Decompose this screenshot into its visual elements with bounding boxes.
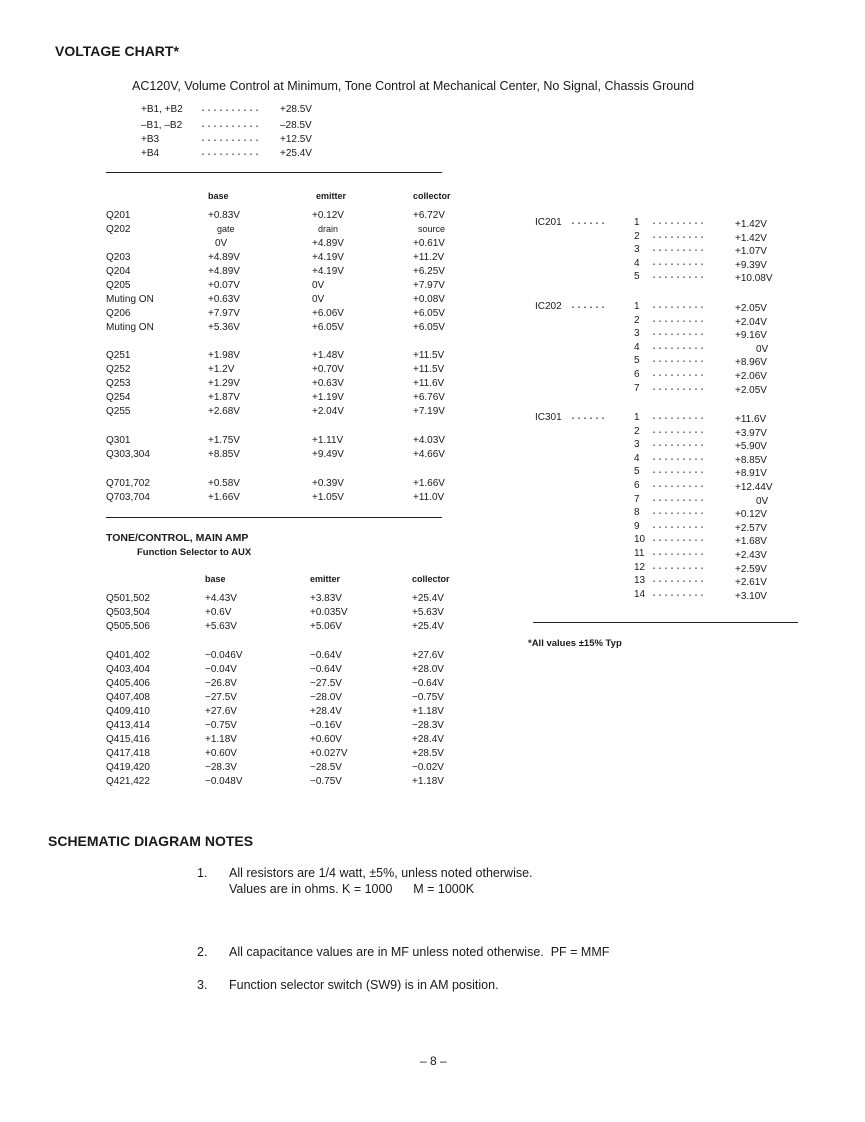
cell-value: +11.6V	[413, 378, 445, 389]
row-label: Q206	[106, 308, 131, 319]
divider	[533, 622, 798, 623]
supply-value: +28.5V	[280, 104, 312, 115]
cell-value: +4.89V	[208, 266, 240, 277]
row-label: Muting ON	[106, 294, 154, 305]
ic-pin-voltage: +2.04V	[735, 316, 767, 328]
tone-section-subtitle: Function Selector to AUX	[137, 547, 252, 558]
cell-value: +1.75V	[208, 435, 240, 446]
cell-value: +6.05V	[413, 322, 445, 333]
ic-pin-voltage: +1.68V	[735, 536, 767, 548]
cell-value: +4.89V	[208, 252, 240, 263]
dot-leader: .........	[651, 412, 706, 423]
row-label: Q701,702	[106, 478, 150, 489]
note-number: 3.	[197, 978, 208, 992]
cell-value: +0.63V	[312, 378, 344, 389]
row-label: Q409,410	[106, 706, 150, 717]
row-label: Q201	[106, 210, 131, 221]
cell-value: +7.19V	[413, 406, 445, 417]
dot-leader: .........	[651, 257, 706, 269]
cell-value: +4.66V	[413, 449, 445, 460]
cell-value: source	[418, 224, 446, 234]
cell-value: +4.43V	[205, 593, 237, 604]
cell-value: −0.02V	[412, 762, 444, 773]
cell-value: +0.12V	[312, 210, 344, 221]
cell-value: +1.87V	[208, 392, 240, 403]
supply-name: +B4	[141, 148, 160, 159]
cell-value: +11.2V	[413, 252, 445, 263]
cell-value: +4.19V	[312, 252, 344, 263]
ic-pin-number: 8	[634, 507, 640, 519]
cell-value: +1.11V	[312, 435, 344, 446]
page-title: VOLTAGE CHART*	[55, 43, 179, 59]
cell-value: +28.4V	[310, 706, 342, 717]
cell-value: +5.36V	[208, 322, 240, 333]
row-label: Q503,504	[106, 607, 150, 618]
ic-pin-voltage: +0.12V	[735, 509, 767, 521]
row-label: Q203	[106, 252, 131, 263]
row-label: Q401,402	[106, 650, 150, 661]
cell-value: −0.16V	[310, 720, 342, 731]
dot-leader: .........	[651, 507, 706, 519]
cell-value: +0.08V	[413, 294, 445, 305]
cell-value: 0V	[215, 238, 228, 249]
cell-value: gate	[217, 224, 235, 234]
cell-value: +5.06V	[310, 621, 342, 632]
row-label: Q407,408	[106, 692, 150, 703]
supply-value: +12.5V	[280, 134, 312, 145]
cell-value: +1.18V	[412, 706, 444, 717]
cell-value: +1.19V	[312, 392, 344, 403]
ic-pin-voltage: 0V	[756, 495, 769, 507]
dot-leader: .........	[651, 314, 706, 326]
row-label: Q202	[106, 224, 131, 235]
cell-value: +0.035V	[310, 607, 348, 618]
cell-value: +0.61V	[413, 238, 445, 249]
ic-pin-number: 12	[634, 561, 646, 573]
divider	[106, 517, 442, 518]
cell-value: +1.48V	[312, 350, 344, 361]
cell-value: +4.19V	[312, 266, 344, 277]
ic-pin-number: 3	[634, 244, 640, 256]
cell-value: +2.04V	[312, 406, 344, 417]
cell-value: +6.76V	[413, 392, 445, 403]
dot-leader: .........	[651, 382, 706, 394]
row-label: Q252	[106, 364, 131, 375]
cell-value: +6.05V	[413, 308, 445, 319]
ic-pin-voltage: 0V	[756, 343, 769, 355]
cell-value: 0V	[312, 294, 325, 305]
note-number: 2.	[197, 945, 208, 959]
dot-leader: ..........	[200, 120, 261, 131]
ic-pin-voltage: +3.97V	[735, 427, 767, 439]
cell-value: +3.83V	[310, 593, 342, 604]
cell-value: +6.25V	[413, 266, 445, 277]
row-label: Q417,418	[106, 748, 150, 759]
measurement-conditions: AC120V, Volume Control at Minimum, Tone Control at Mechanical Center, No Signal, Chassis Ground	[132, 79, 695, 93]
ic-pin-number: 4	[634, 341, 640, 353]
row-label: Q204	[106, 266, 131, 277]
cell-value: +11.5V	[413, 350, 445, 361]
cell-value: +27.6V	[412, 650, 444, 661]
tone-section-title: TONE/CONTROL, MAIN AMP	[106, 532, 249, 544]
column-header: base	[208, 191, 229, 201]
supply-name: –B1, –B2	[141, 120, 183, 131]
dot-leader: .........	[651, 466, 706, 478]
page-number: – 8 –	[420, 1054, 447, 1068]
ic-pin-number: 7	[634, 493, 640, 505]
ic-name: IC201	[535, 217, 562, 228]
row-label: Q405,406	[106, 678, 150, 689]
column-header: emitter	[310, 574, 341, 584]
ic-pin-number: 5	[634, 466, 640, 478]
ic-pin-number: 6	[634, 369, 640, 380]
ic-pin-number: 5	[634, 355, 640, 367]
cell-value: +0.027V	[310, 748, 348, 759]
cell-value: −0.64V	[412, 678, 444, 689]
cell-value: −28.5V	[310, 762, 342, 773]
ic-pin-number: 4	[634, 257, 640, 269]
row-label: Q403,404	[106, 664, 150, 675]
dot-leader: .........	[651, 230, 706, 242]
cell-value: 0V	[312, 280, 325, 291]
ic-pin-number: 2	[634, 230, 640, 242]
row-label: Q505,506	[106, 621, 150, 632]
ic-pin-voltage: +8.96V	[735, 357, 767, 369]
column-header: base	[205, 574, 226, 584]
ic-pin-voltage: +2.43V	[735, 550, 767, 561]
supply-name: +B3	[141, 134, 160, 145]
ic-pin-number: 7	[634, 382, 640, 394]
ic-name: IC301	[535, 412, 562, 423]
cell-value: +11.5V	[413, 364, 445, 375]
tolerance-footnote: *All values ±15% Typ	[528, 638, 622, 649]
ic-pin-number: 9	[634, 520, 640, 532]
ic-pin-number: 1	[634, 412, 640, 423]
cell-value: −28.3V	[412, 720, 444, 731]
ic-pin-voltage: +12.44V	[735, 482, 773, 493]
cell-value: −0.75V	[412, 692, 444, 703]
cell-value: +25.4V	[412, 621, 444, 632]
row-label: Q303,304	[106, 449, 150, 460]
ic-pin-number: 3	[634, 328, 640, 340]
note-text: All capacitance values are in MF unless noted otherwise. PF = MMF	[229, 945, 610, 959]
cell-value: +0.70V	[312, 364, 344, 375]
cell-value: −27.5V	[310, 678, 342, 689]
dot-leader: .........	[651, 493, 706, 505]
row-label: Q253	[106, 378, 131, 389]
cell-value: +6.06V	[312, 308, 344, 319]
cell-value: +0.60V	[310, 734, 342, 745]
cell-value: +0.6V	[205, 607, 232, 618]
ic-name: IC202	[535, 301, 562, 312]
column-header: collector	[412, 574, 450, 584]
ic-pin-voltage: +5.90V	[735, 441, 767, 453]
dot-leader: .........	[651, 561, 706, 573]
cell-value: −0.04V	[205, 664, 237, 675]
dot-leader: .........	[651, 271, 706, 283]
dot-leader: ..........	[200, 148, 261, 159]
cell-value: −28.0V	[310, 692, 342, 703]
dot-leader: .........	[651, 217, 706, 228]
ic-pin-number: 11	[634, 548, 645, 559]
ic-pin-number: 10	[634, 534, 646, 546]
ic-pin-number: 13	[634, 575, 646, 587]
ic-pin-voltage: +8.91V	[735, 468, 767, 480]
cell-value: +4.89V	[312, 238, 344, 249]
dot-leader: ..........	[200, 134, 261, 145]
cell-value: +7.97V	[413, 280, 445, 291]
ic-pin-voltage: +9.39V	[735, 259, 767, 271]
cell-value: +25.4V	[412, 593, 444, 604]
ic-pin-voltage: +2.05V	[735, 303, 767, 314]
ic-pin-voltage: +2.06V	[735, 371, 767, 382]
ic-pin-number: 2	[634, 314, 640, 326]
column-header: collector	[413, 191, 451, 201]
cell-value: drain	[318, 224, 339, 234]
ic-pin-voltage: +2.05V	[735, 384, 767, 396]
row-label: Q419,420	[106, 762, 150, 773]
dot-leader: .........	[651, 369, 706, 380]
cell-value: +1.29V	[208, 378, 240, 389]
cell-value: −27.5V	[205, 692, 237, 703]
dot-leader: .........	[651, 355, 706, 367]
row-label: Q421,422	[106, 776, 150, 787]
dot-leader: ......	[570, 412, 607, 423]
cell-value: +1.66V	[208, 492, 240, 503]
cell-value: +28.4V	[412, 734, 444, 745]
row-label: Q205	[106, 280, 131, 291]
dot-leader: ..........	[200, 104, 261, 115]
cell-value: +0.60V	[205, 748, 237, 759]
ic-pin-number: 14	[634, 588, 646, 600]
cell-value: −0.64V	[310, 664, 342, 675]
row-label: Q413,414	[106, 720, 150, 731]
dot-leader: .........	[651, 341, 706, 353]
supply-name: +B1, +B2	[141, 104, 183, 115]
ic-pin-number: 2	[634, 425, 640, 437]
cell-value: −0.046V	[205, 650, 243, 661]
cell-value: +28.5V	[412, 748, 444, 759]
ic-pin-voltage: +2.61V	[735, 577, 767, 589]
cell-value: +28.0V	[412, 664, 444, 675]
cell-value: +1.2V	[208, 364, 235, 375]
dot-leader: .........	[651, 588, 706, 600]
cell-value: +0.07V	[208, 280, 240, 291]
cell-value: +0.58V	[208, 478, 240, 489]
cell-value: −26.8V	[205, 678, 237, 689]
cell-value: +1.05V	[312, 492, 344, 503]
cell-value: +1.18V	[412, 776, 444, 787]
notes-title: SCHEMATIC DIAGRAM NOTES	[48, 833, 254, 849]
row-label: Q415,416	[106, 734, 150, 745]
note-text: All resistors are 1/4 watt, ±5%, unless noted otherwise.	[229, 866, 533, 880]
cell-value: −28.3V	[205, 762, 237, 773]
row-label: Muting ON	[106, 322, 154, 333]
cell-value: −0.64V	[310, 650, 342, 661]
note-text: Function selector switch (SW9) is in AM position.	[229, 978, 499, 992]
row-label: Q251	[106, 350, 131, 361]
ic-pin-number: 3	[634, 439, 640, 451]
row-label: Q255	[106, 406, 131, 417]
ic-pin-voltage: +11.6V	[735, 414, 767, 425]
dot-leader: ......	[570, 301, 607, 312]
cell-value: +6.72V	[413, 210, 445, 221]
ic-pin-voltage: +2.59V	[735, 563, 767, 575]
ic-pin-voltage: +1.07V	[735, 246, 767, 258]
supply-value: +25.4V	[280, 148, 312, 159]
cell-value: +5.63V	[205, 621, 237, 632]
row-label: Q703,704	[106, 492, 150, 503]
ic-pin-voltage: +3.10V	[735, 590, 767, 602]
cell-value: +0.83V	[208, 210, 240, 221]
divider	[106, 172, 442, 173]
ic-pin-voltage: +1.42V	[735, 219, 767, 230]
dot-leader: .........	[651, 301, 706, 312]
dot-leader: .........	[651, 425, 706, 437]
cell-value: +27.6V	[205, 706, 237, 717]
cell-value: +0.63V	[208, 294, 240, 305]
cell-value: +5.63V	[412, 607, 444, 618]
ic-pin-voltage: +2.57V	[735, 522, 767, 534]
note-number: 1.	[197, 866, 208, 880]
cell-value: +9.49V	[312, 449, 344, 460]
dot-leader: .........	[651, 452, 706, 464]
ic-pin-number: 1	[634, 217, 640, 228]
ic-pin-number: 1	[634, 301, 640, 312]
ic-pin-voltage: +9.16V	[735, 330, 767, 342]
cell-value: +11.0V	[413, 492, 445, 503]
dot-leader: .........	[651, 575, 706, 587]
ic-pin-number: 5	[634, 271, 640, 283]
ic-pin-number: 4	[634, 452, 640, 464]
cell-value: +4.03V	[413, 435, 445, 446]
dot-leader: .........	[651, 480, 706, 491]
cell-value: +2.68V	[208, 406, 240, 417]
dot-leader: ......	[570, 217, 607, 228]
dot-leader: .........	[651, 520, 706, 532]
row-label: Q301	[106, 435, 131, 446]
cell-value: −0.048V	[205, 776, 243, 787]
row-label: Q501,502	[106, 593, 150, 604]
ic-pin-voltage: +8.85V	[735, 454, 767, 466]
cell-value: +1.18V	[205, 734, 237, 745]
ic-pin-voltage: +1.42V	[735, 232, 767, 244]
dot-leader: .........	[651, 244, 706, 256]
dot-leader: .........	[651, 534, 706, 546]
note-text: Values are in ohms. K = 1000 M = 1000K	[229, 882, 475, 896]
supply-value: –28.5V	[280, 120, 312, 131]
cell-value: −0.75V	[310, 776, 342, 787]
column-header: emitter	[316, 191, 347, 201]
ic-pin-voltage: +10.08V	[735, 273, 773, 285]
cell-value: +1.98V	[208, 350, 240, 361]
cell-value: +7.97V	[208, 308, 240, 319]
cell-value: +1.66V	[413, 478, 445, 489]
cell-value: +0.39V	[312, 478, 344, 489]
cell-value: +6.05V	[312, 322, 344, 333]
cell-value: −0.75V	[205, 720, 237, 731]
dot-leader: .........	[651, 548, 706, 559]
dot-leader: .........	[651, 328, 706, 340]
dot-leader: .........	[651, 439, 706, 451]
ic-pin-number: 6	[634, 480, 640, 491]
row-label: Q254	[106, 392, 131, 403]
cell-value: +8.85V	[208, 449, 240, 460]
